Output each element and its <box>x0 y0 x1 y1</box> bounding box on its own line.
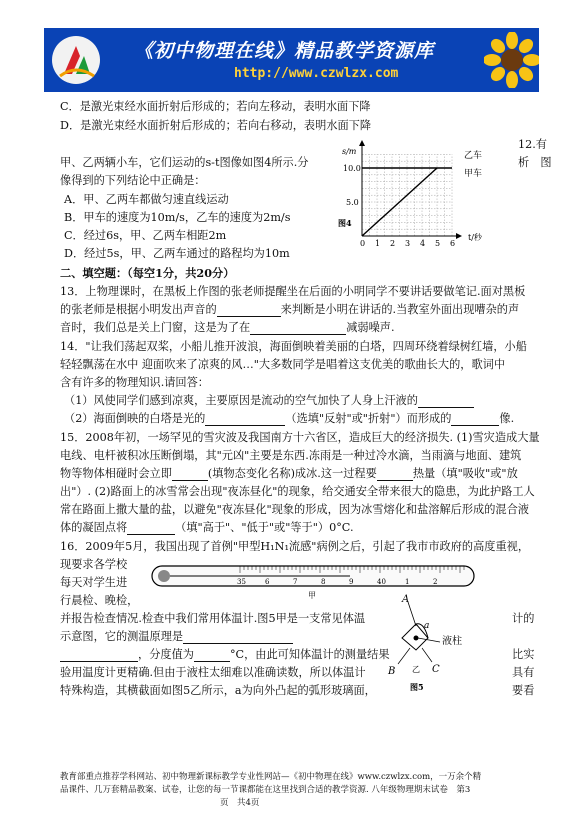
label-liquid-column: 液柱 <box>442 636 462 647</box>
q15-text-c: 热量（填"吸收"或"放 <box>412 467 518 480</box>
scale-label: 8 <box>321 578 326 586</box>
scale-label: 2 <box>433 578 438 586</box>
question-16-line-8-right: 具有 <box>512 666 535 679</box>
x-tick-label: 4 <box>420 239 426 248</box>
question-16-line-7 <box>60 648 390 662</box>
x-tick-label: 1 <box>375 239 381 248</box>
pointer-line <box>408 602 416 626</box>
question-16-line-4: 行晨检、晚检， <box>60 594 139 607</box>
question-12-text-right: 析 图 <box>518 156 552 169</box>
q14-text-c: （选填"反射"或"折射"）而形成的 <box>285 412 452 425</box>
question-15-line-5: 常在路面上撒大量的盐，以避免"夜冻昼化"现象的形成，因为冰雪熔化和盐溶解后形成的混合液 <box>60 503 529 516</box>
question-13-line-2 <box>60 303 519 317</box>
answer-blank[interactable] <box>250 323 346 335</box>
scale-label: 40 <box>377 578 386 586</box>
footer-line-2: 品课件、几万套精品教案、试卷，让您的每一节课都能在这里找到合适的教学资源. 八年级物理期末试卷 第3 <box>60 785 471 795</box>
logo-icon <box>50 34 102 86</box>
scale-label: 9 <box>349 578 354 586</box>
answer-blank[interactable] <box>183 632 293 644</box>
question-14-line-3: 含有许多的物理知识.请回答： <box>60 376 209 389</box>
figure-5-caption: 图5 <box>410 682 424 692</box>
question-15-line-3 <box>60 467 518 481</box>
figure-4-caption: 图4 <box>338 218 352 228</box>
q13-text-a: 的张老师是根据小明发出声音的 <box>60 303 217 316</box>
page-footer <box>60 771 530 810</box>
question-16-line-9: 特殊构造，其横截面如图5乙所示，a为向外凸起的弧形玻璃面， <box>60 684 376 697</box>
answer-blank[interactable] <box>418 396 474 408</box>
series-label-jia: 甲车 <box>464 169 483 179</box>
question-16-line-2: 现要求各学校 <box>60 558 128 571</box>
q14-text-a: （1）风使同学们感到凉爽，主要原因是流动的空气加快了人身上汗液的 <box>64 394 418 407</box>
header-banner <box>44 28 539 92</box>
label-yi: 乙 <box>412 665 420 674</box>
question-15-line-2: 电线、电杆被积冰压断倒塌，其"元凶"主要是东西.冻雨是一种过冷水滴，当雨滴与地面、建筑 <box>60 449 522 462</box>
question-14-line-2: 轻轻飘荡在水中 迎面吹来了凉爽的风…"大多数同学是唱着这支优美的歌曲长大的，歌词中 <box>60 358 506 371</box>
st-graph <box>338 140 508 248</box>
q13-text-d: 减弱噪声. <box>346 321 395 334</box>
banner-url: http://www.czwlzx.com <box>234 66 399 81</box>
pointer-line <box>422 648 432 662</box>
q15-text-e: （填"高于"、"低于"或"等于"）0°C. <box>175 521 354 534</box>
section-2-heading: 二、填空题：（每空1分，共20分） <box>60 266 235 280</box>
answer-blank[interactable] <box>451 414 499 426</box>
question-16-line-3: 每天对学生进 <box>60 576 128 589</box>
option-d-text: D．是激光束经水面折射后形成的；若向右移动，表明水面下降 <box>60 119 372 132</box>
q12-option-a: A．甲、乙两车都做匀速直线运动 <box>64 193 229 206</box>
question-16-line-7-right: 比实 <box>512 648 535 661</box>
q16-text-a: 示意图，它的测温原理是 <box>60 630 184 643</box>
banner-title: 《初中物理在线》精品教学资源库 <box>134 40 435 62</box>
answer-blank[interactable] <box>377 469 413 481</box>
liquid-column-dot <box>414 636 419 641</box>
series-label-yi: 乙车 <box>464 151 483 161</box>
pointer-line <box>398 648 410 664</box>
question-16-line-5: 并报告检查情况.检查中我们常用体温计.图5甲是一支常见体温 <box>60 612 366 625</box>
x-tick-label: 6 <box>450 239 456 248</box>
label-a-upper: A <box>402 594 410 605</box>
question-15-line-1: 15．2008年初，一场罕见的雪灾波及我国南方十六省区，造成巨大的经济损失. (1)雪灾造成大量 <box>60 431 540 444</box>
question-14-part-1 <box>64 394 474 408</box>
footer-line-3: 页 共4页 <box>220 798 260 808</box>
x-tick-label: 0 <box>360 239 366 248</box>
question-12-text: 甲、乙两辆小车，它们运动的s-t图像如图4所示.分 <box>60 156 309 169</box>
answer-blank[interactable] <box>194 650 230 662</box>
x-tick-label: 5 <box>435 239 441 248</box>
question-16-line-5-right: 计的 <box>512 612 535 625</box>
q14-text-b: （2）海面倒映的白塔是光的 <box>64 412 206 425</box>
q12-option-b: B．甲车的速度为10m/s，乙车的速度为2m/s <box>64 211 291 224</box>
label-a-lower: a <box>424 621 430 631</box>
q15-text-b: (填物态变化名称)成冰.这一过程要 <box>207 467 377 480</box>
question-16-line-8: 验用温度计更精确.但由于液柱太细难以准确读数，所以体温计 <box>60 666 366 679</box>
question-13-line-3 <box>60 321 395 335</box>
answer-blank[interactable] <box>60 650 138 662</box>
question-15-line-6 <box>60 521 354 535</box>
q16-text-c: °C，由此可知体温计的测量结果 <box>229 648 390 661</box>
thermometer-bulb <box>158 570 170 582</box>
scale-label: 6 <box>265 578 270 586</box>
scale-label: 1 <box>405 578 410 586</box>
x-axis-label: t/秒 <box>468 233 482 242</box>
question-16-line-6 <box>60 630 293 644</box>
scale-label: 35 <box>237 578 246 586</box>
label-c: C <box>432 664 440 675</box>
question-13-line-1: 13．上物理课时，在黑板上作图的张老师提醒坐在后面的小明同学不要讲话要做笔记.面对黑板 <box>60 285 526 298</box>
footer-line-1: 教育部重点推荐学科网站、初中物理新课标教学专业性网站—《初中物理在线》www.czwlzx.com，一万余个精 <box>60 772 482 782</box>
q13-text-c: 音时，我们总是关上门窗，这是为了在 <box>60 321 251 334</box>
q12-option-c: C．经过6s，甲、乙两车相距2m <box>64 229 227 242</box>
q15-text-d: 体的凝固点将 <box>60 521 128 534</box>
y-tick-label: 10.0 <box>343 164 361 173</box>
figure-5-jia-label: 甲 <box>308 591 316 600</box>
q16-text-b: ，分度值为 <box>138 648 194 661</box>
question-16-line-1: 16．2009年5月，我国出现了首例"甲型H₁N₁流感"病例之后，引起了我市市政府的高度重视， <box>60 540 530 553</box>
option-c-text: C．是激光束经水面折射后形成的；若向左移动，表明水面下降 <box>60 100 371 113</box>
y-tick-label: 5.0 <box>346 198 359 207</box>
label-b: B <box>388 666 396 677</box>
x-tick-label: 2 <box>390 239 396 248</box>
answer-blank[interactable] <box>217 305 281 317</box>
y-axis-label: s/m <box>342 147 357 156</box>
answer-blank[interactable] <box>127 523 175 535</box>
q12-option-d: D．经过5s，甲、乙两车通过的路程均为10m <box>64 247 290 260</box>
question-12-number: 12.有 <box>518 138 547 151</box>
question-16-line-9-right: 要看 <box>512 684 535 697</box>
answer-blank[interactable] <box>205 414 285 426</box>
q13-text-b: 来判断是小明在讲话的.当教室外面出现嘈杂的声 <box>280 303 520 316</box>
sunflower-icon <box>484 32 539 88</box>
q14-text-d: 像. <box>499 412 515 425</box>
y-axis-arrow <box>359 140 365 146</box>
q15-text-a: 物等物体相碰时会立即 <box>60 467 172 480</box>
answer-blank[interactable] <box>172 469 208 481</box>
x-axis-arrow <box>456 233 462 239</box>
pointer-line <box>418 638 440 642</box>
scale-label: 7 <box>293 578 298 586</box>
x-tick-label: 3 <box>405 239 411 248</box>
question-14-line-1: 14．"让我们荡起双桨，小船儿推开波浪，海面倒映着美丽的白塔，四周环绕着绿树红墙，小船 <box>60 340 527 353</box>
question-15-line-4: 出"）. (2)路面上的冰雪常会出现"夜冻昼化"的现象，给交通安全带来很大的隐患，为此护路工人 <box>60 485 535 498</box>
question-12-text-2: 像得到的下列结论中正确是： <box>60 174 206 187</box>
thermometer-cross-section <box>380 592 490 692</box>
question-14-part-2 <box>64 412 514 426</box>
